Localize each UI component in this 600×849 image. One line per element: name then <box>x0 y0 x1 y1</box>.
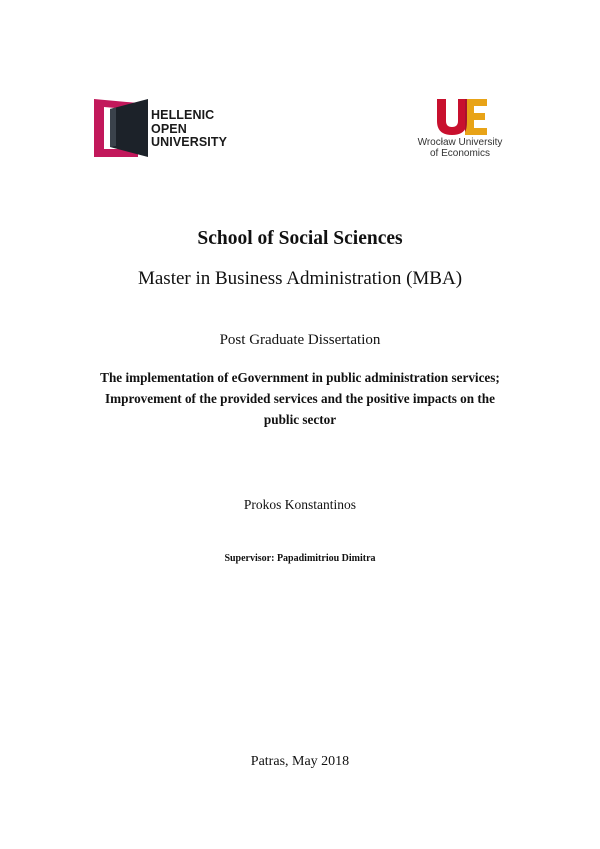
ue-emblem-icon <box>435 99 487 135</box>
author-name: Prokos Konstantinos <box>243 497 357 512</box>
title-line: The implementation of eGovernment in public administration services; <box>100 370 500 385</box>
hou-wordmark-line: UNIVERSITY <box>151 135 228 149</box>
title-line: Improvement of the provided services and the positive impacts on the <box>105 391 495 406</box>
wroclaw-university-logo <box>405 99 515 163</box>
hou-wordmark-line: HELLENIC <box>151 108 215 122</box>
dissertation-title <box>60 367 540 430</box>
ue-wordmark-line: Wrocław University <box>417 137 503 148</box>
school-name: School of Social Sciences <box>197 228 403 249</box>
hou-emblem-icon <box>94 99 148 157</box>
hou-wordmark <box>151 109 227 150</box>
program-name: Master in Business Administration (MBA) <box>137 268 463 289</box>
place-and-date: Patras, May 2018 <box>250 754 350 769</box>
document-type: Post Graduate Dissertation <box>219 332 381 348</box>
hou-wordmark-line: OPEN <box>151 121 187 136</box>
title-line: public sector <box>263 412 337 427</box>
ue-wordmark-line: of Economics <box>429 148 491 159</box>
hellenic-open-university-logo <box>94 99 234 157</box>
supervisor-line: Supervisor: Papadimitriou Dimitra <box>224 553 376 564</box>
ue-wordmark <box>405 137 515 159</box>
